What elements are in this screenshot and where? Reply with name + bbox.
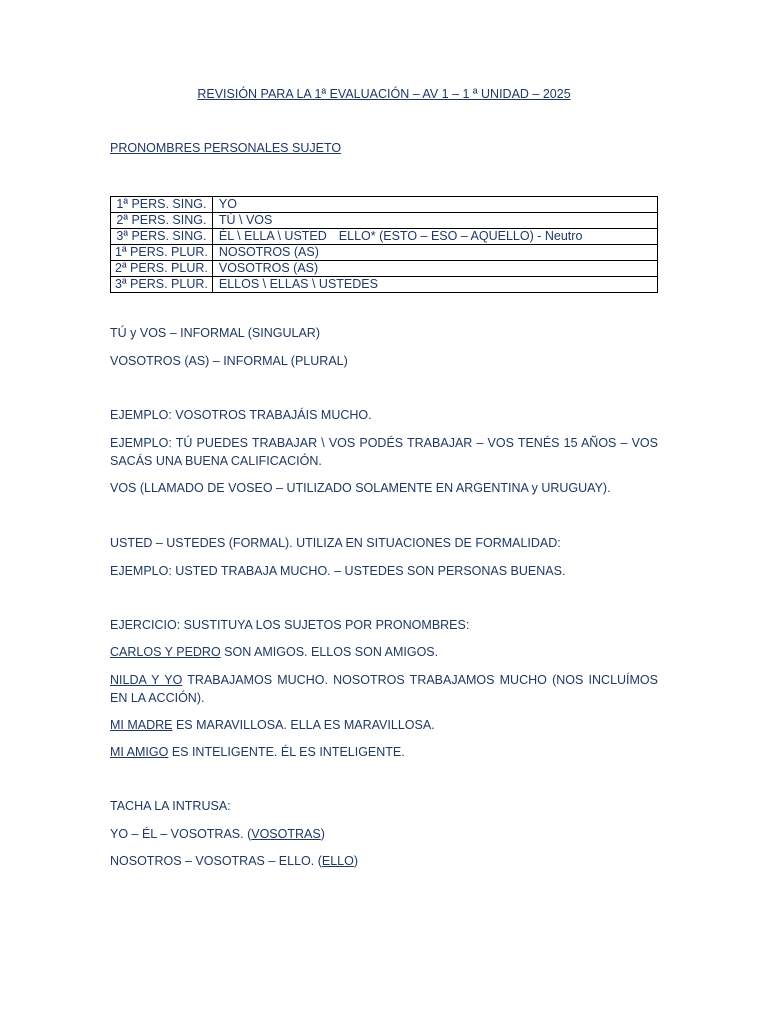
pronoun-cell	[212, 229, 657, 245]
pronoun-extra-text: ELLO* (ESTO – ESO – AQUELLO) - Neutro	[338, 229, 583, 243]
document-title: REVISIÓN PARA LA 1ª EVALUACIÓN – AV 1 – 1 ª UNIDAD – 2025	[197, 87, 571, 101]
pronoun-cell: TÚ \ VOS	[212, 213, 657, 229]
exercise-answer: ES MARAVILLOSA. ELLA ES MARAVILLOSA.	[172, 718, 435, 732]
intrusa-answer: VOSOTRAS	[251, 827, 321, 841]
example-vosotros: EJEMPLO: VOSOTROS TRABAJÁIS MUCHO.	[110, 408, 372, 422]
intrusa-heading: TACHA LA INTRUSA:	[110, 799, 231, 813]
exercise-answer: TRABAJAMOS MUCHO. NOSOTROS TRABAJAMOS MUCHO (NOS INCLUÍMOS EN LA ACCIÓN).	[110, 673, 658, 705]
example-tu-vos: EJEMPLO: TÚ PUEDES TRABAJAR \ VOS PODÉS TRABAJAR – VOS TENÉS 15 AÑOS – VOS SACÁS UNA BUENA CALIFICACIÓN.	[110, 436, 658, 468]
pronoun-cell: VOSOTROS (AS)	[212, 261, 657, 277]
intrusa-item	[110, 852, 658, 870]
person-cell: 1ª PERS. SING.	[111, 197, 213, 213]
person-cell: 2ª PERS. PLUR.	[111, 261, 213, 277]
exercise-heading: EJERCICIO: SUSTITUYA LOS SUJETOS POR PRONOMBRES:	[110, 618, 470, 632]
intrusa-close: )	[353, 854, 358, 868]
intrusa-answer: ELLO	[321, 854, 354, 868]
intrusa-options: NOSOTROS – VOSOTRAS – ELLO. (	[110, 854, 322, 868]
pronoun-cell: ELLOS \ ELLAS \ USTEDES	[212, 277, 657, 293]
intrusa-close: )	[320, 827, 325, 841]
exercise-subject: MI MADRE	[110, 718, 173, 732]
person-cell: 1ª PERS. PLUR.	[111, 245, 213, 261]
table-row	[111, 277, 658, 293]
note-tu-vos: TÚ y VOS – INFORMAL (SINGULAR)	[110, 326, 320, 340]
note-voseo: VOS (LLAMADO DE VOSEO – UTILIZADO SOLAMENTE EN ARGENTINA y URUGUAY).	[110, 481, 611, 495]
exercise-item	[110, 643, 658, 661]
section-title: PRONOMBRES PERSONALES SUJETO	[110, 141, 342, 155]
note-vosotros: VOSOTROS (AS) – INFORMAL (PLURAL)	[110, 354, 348, 368]
exercise-item	[110, 716, 658, 734]
exercise-answer: ES INTELIGENTE. ÉL ES INTELIGENTE.	[168, 745, 405, 759]
table-row	[111, 245, 658, 261]
pronoun-text: ÉL \ ELLA \ USTED	[218, 229, 327, 243]
exercise-answer: SON AMIGOS. ELLOS SON AMIGOS.	[220, 645, 439, 659]
intrusa-item	[110, 825, 658, 843]
person-cell: 2ª PERS. SING.	[111, 213, 213, 229]
table-row	[111, 197, 658, 213]
exercise-item	[110, 671, 658, 707]
person-cell: 3ª PERS. PLUR.	[111, 277, 213, 293]
exercise-item	[110, 743, 658, 761]
exercise-subject: NILDA Y YO	[110, 673, 183, 687]
intrusa-options: YO – ÉL – VOSOTRAS. (	[110, 827, 252, 841]
pronouns-table	[110, 196, 658, 293]
person-cell: 3ª PERS. SING.	[111, 229, 213, 245]
table-row	[111, 213, 658, 229]
pronoun-cell: YO	[212, 197, 657, 213]
example-usted: EJEMPLO: USTED TRABAJA MUCHO. – USTEDES SON PERSONAS BUENAS.	[110, 564, 566, 578]
table-row	[111, 229, 658, 245]
exercise-subject: CARLOS Y PEDRO	[110, 645, 221, 659]
table-row	[111, 261, 658, 277]
note-usted: USTED – USTEDES (FORMAL). UTILIZA EN SITUACIONES DE FORMALIDAD:	[110, 536, 561, 550]
exercise-subject: MI AMIGO	[110, 745, 169, 759]
pronoun-cell: NOSOTROS (AS)	[212, 245, 657, 261]
